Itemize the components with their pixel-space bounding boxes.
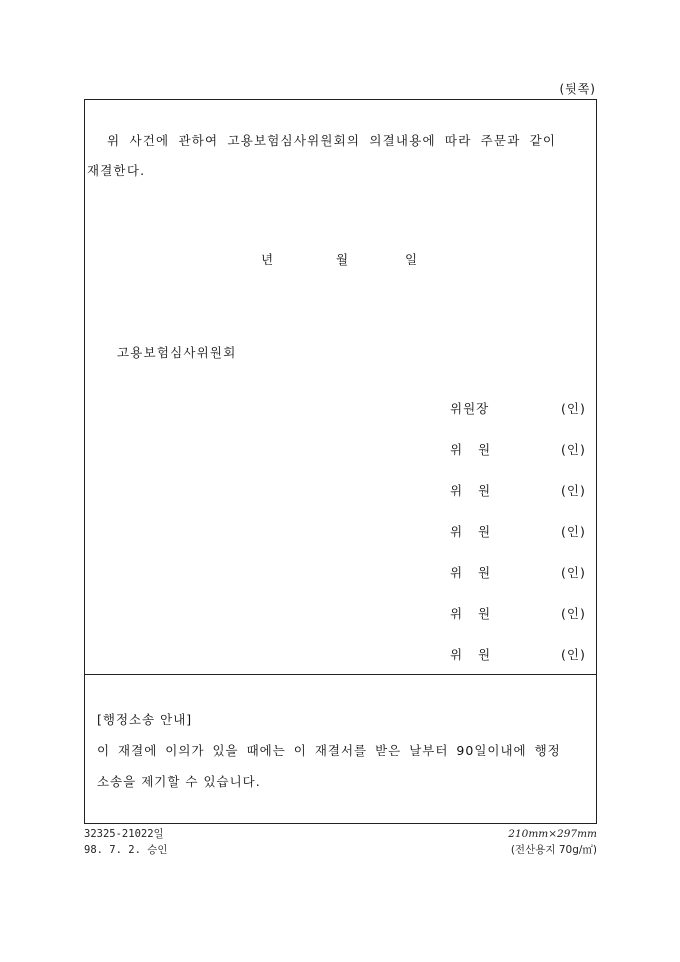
seal-mark: (인)	[561, 647, 586, 662]
seal-mark: (인)	[561, 442, 586, 457]
member-title: 위 원	[450, 483, 492, 498]
seal-mark: (인)	[561, 524, 586, 539]
date-year-label: 년	[261, 252, 274, 267]
date-day-label: 일	[405, 252, 418, 267]
member-title: 위원장	[450, 401, 490, 416]
date-month-label: 월	[336, 252, 349, 267]
notice-line-1: 이 재결에 이의가 있을 때에는 이 재결서를 받은 날부터 90일이내에 행정	[97, 743, 561, 758]
member-title: 위 원	[450, 524, 492, 539]
page-side-label: (뒷쪽)	[559, 82, 596, 96]
committee-name: 고용보험심사위원회	[117, 345, 237, 360]
notice-heading: [행정소송 안내]	[97, 712, 193, 727]
decision-line-2: 재결한다.	[87, 163, 146, 178]
seal-mark: (인)	[561, 483, 586, 498]
form-code: 32325-21022일	[84, 828, 164, 840]
member-title: 위 원	[450, 606, 492, 621]
notice-line-2: 소송을 제기할 수 있습니다.	[97, 774, 261, 789]
section-divider	[85, 674, 596, 675]
paper-spec-block	[508, 826, 597, 858]
member-title: 위 원	[450, 442, 492, 457]
decision-form-frame	[84, 99, 597, 824]
seal-mark: (인)	[561, 606, 586, 621]
approval-date: 98. 7. 2. 승인	[84, 844, 168, 856]
decision-line-1: 위 사건에 관하여 고용보험심사위원회의 의결내용에 따라 주문과 같이	[107, 133, 557, 148]
paper-size: 210mm×297mm	[508, 828, 597, 840]
paper-type: (전산용지 70g/㎡)	[510, 844, 597, 856]
seal-mark: (인)	[561, 401, 586, 416]
member-title: 위 원	[450, 565, 492, 580]
form-code-block	[84, 826, 168, 858]
member-title: 위 원	[450, 647, 492, 662]
seal-mark: (인)	[561, 565, 586, 580]
